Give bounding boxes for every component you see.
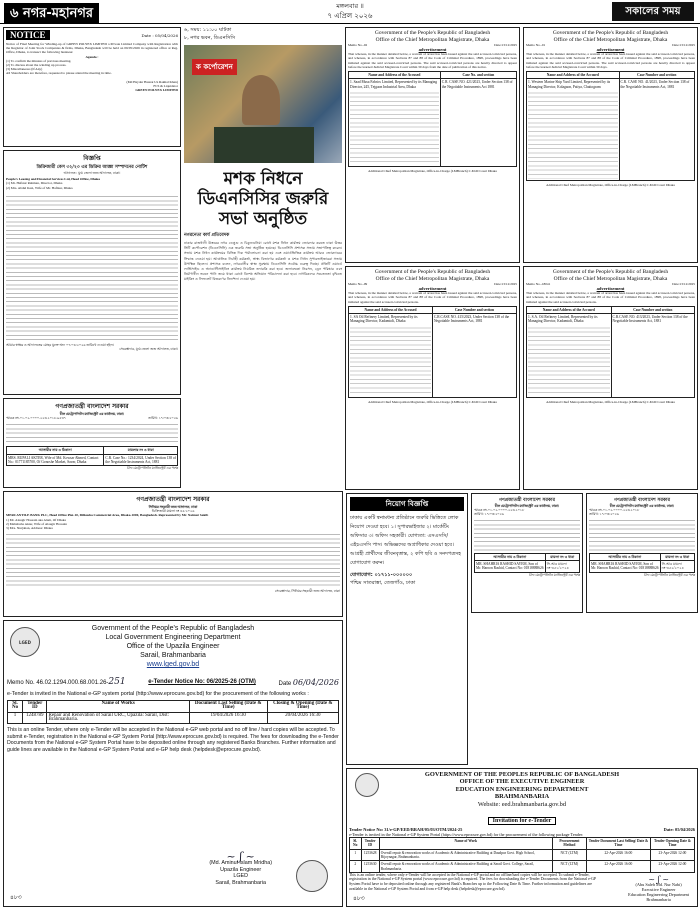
photo-caption: ৮, নগর ভবন, ডিএনসিসি [184,35,236,41]
signature-line: Additional Chief Metropolitan Magistrate, Office-in-Charge (I.MBranch) C.M.M Court Dhaka [368,168,497,173]
government-seal [355,773,379,797]
office-stamp [296,860,328,892]
eed-tender [346,768,698,907]
defendant: (1) Mr. Hafizur Rahman, Director, Dhaka [6,181,63,186]
dept-name: EDUCATION ENGINEERING DEPARTMENT [455,785,589,793]
table-header: মামলা নং ও ধারা [660,553,694,560]
table-cell: সি.আর মামলা নং-৩৫২/২০২৪ [660,560,694,572]
table-cell: C.R. CASE NO. 421/2023, Under Section 138 of the Negotiable Instruments Act 1881 [440,79,516,167]
gov-title: Government of the People's Republic of Bangladesh [374,30,491,36]
recruitment-ad [346,493,468,765]
accused-table [526,306,695,398]
office-name: চীফ মেট্রোপলিটন ম্যাজিস্ট্রেট এর কার্যালয়, ঢাকা। [494,504,560,508]
table-cell: Overall repair & renovation works of Academic & Administrative Building at Sarail Govt. College, Sarail, Brahmanbaria. [379,861,552,873]
winding-up-notice [3,27,181,147]
defendant: 3) Mrs. Nurjahan, Address: Dhaka [6,526,53,531]
table-cell: 23-Apr-2026 12:00 [650,861,694,873]
tender-intro: e-Tender is invited in the National e-GP system portal (http://www.eprocure.gov.bd) for the procurement of the following works : [7,691,309,697]
table-cell: 19/04/2026 16:30 [189,712,267,724]
recruitment-contact: যোগাযোগ: ০১৭১১-০০০০০০ [350,572,413,578]
gov-title: গণপ্রজাতন্ত্রী বাংলাদেশ সরকার [55,403,129,410]
signature-scribble: ~ ʃ ~ [648,875,669,884]
table-cell: 1. SA Oil Refinery Limited, Represented by its Managing Director, Kadamtoli, Dhaka [349,314,433,398]
table-header: Name and Address of the Accused [349,306,433,313]
memo-number: Memo No.-18041 [526,282,551,286]
company-name: GREEN POLYEX LIMITED [135,88,178,93]
signature-line: Additional Chief Metropolitan Magistrate, Office-in-Charge (I.MBranch) C.M.M Court Dhaka [368,399,497,404]
office-name: Office of the Chief Metropolitan Magistrate, Dhaka [375,275,490,282]
table-row [350,849,695,861]
table-cell: NCT (LTM) [552,861,586,873]
table-row [350,861,695,873]
accused-table [526,71,695,181]
table-cell: C.R. Case No.: 1234/2024, Under Section 138 of the Negotiable Instruments Act, 1881 [105,455,176,464]
table-header: Document Last Selling (Date & Time) [189,701,267,713]
tender-table [7,700,339,724]
table-header: Tender Document Last Selling/ Date & Time [586,838,650,850]
signer-dept: LGED [233,873,249,879]
memo-number: স্মারক নং-০১.০২.০০০০.২২৩.২০১৮ [589,508,640,513]
table-header: Name and Address of the Accused [527,72,620,79]
table-cell: 1 [8,712,23,724]
photo-banner: ক কর্পোরেশন [192,59,237,75]
decree-title: বিজ্ঞপ্তি [83,155,101,162]
masthead [0,0,700,24]
decree-footer: আমার স্বাক্ষর ও আদালতের মোহর যুক্তে অদ্য ০৭/০৪/২০২৬ তারিখে দেওয়া হইল। [6,342,114,347]
table-cell: 22-Apr-2026 16:00 [586,849,650,861]
agenda-item: (3) Miscellaneous (If Any) [6,67,43,72]
table-header: Tender Opening Date & Time [650,838,694,850]
headline: মশক নিধনে [223,169,303,189]
signer-name: (Md. Aminul Islam Mridha) [209,860,272,866]
office-name: চীফ মেট্রোপলিটন ম্যাজিস্ট্রেট এর কার্যালয়, ঢাকা। [609,504,675,508]
signature-line: চীফ মেট্রোপলিটন ম্যাজিস্ট্রেট এর পক্ষে [644,572,695,577]
cmm-ad-3 [345,266,520,490]
weekday: মঙ্গলবার ॥ [336,2,364,10]
table-cell: 1253628 [361,849,379,861]
advertisement-label: advertisement [418,47,447,53]
table-cell: 1248789 [23,712,47,724]
gov-title: গণপ্রজাতন্ত্রী বাংলাদেশ সরকার [498,498,556,503]
table-header: আসামীর নাম ও ঠিকানা [590,553,661,560]
table-header: মামলা নং ও ধারা [545,553,579,560]
article-body: ঢাকার রাজধানী উত্তরের নগর ডেঙ্গু ও চিকুনগুনিয়া রোধে মশক নিধন কার্যক্রম জোরদার করতে ঢাকা উত্তর সিটি কর্পোরেশন (ডিএনসিসি) এক জরুরি সভা অনুষ্ঠিত হয়েছে। ডিএনসিসি প্রশাসক সভায় সভাপতিত্ব করেন। সভায় মশক নিধন কার্যক্রমের বিভিন্ন দিক পর্যালোচনা করা হয় এবং ওয়ার্ডভিত্তিক কার্যক্রম আরও জোরদারের সিদ্ধান্ত নেওয়া হয়। আঞ্চলিক নির্বাহী কর্মকর্তা, স্বাস্থ্য বিভাগের কর্মকর্তা ও মশক নিধন সুপারভাইজাররা সভায় উপস্থিত ছিলেন। প্রশাসক বলেন, নগরবাসীর স্বাস্থ্য সুরক্ষায় ডিএনসিসি সর্বোচ্চ গুরুত্ব দিচ্ছে। প্রতিটি ওয়ার্ডে লার্ভিসাইড ও অ্যাডাল্টিসাইডিং কার্যক্রম নিয়মিত তদারকি করা হবে। জলাবদ্ধতা নিরসন, ড্রেন পরিষ্কার এবং নির্মাণাধীন ভবনে পানি জমে থাকা রোধে বিশেষ অভিযান পরিচালনা করা হবে। নাগরিকদের সচেতনতা বৃদ্ধিতে মাইকিং ও লিফলেট বিতরণের নির্দেশনা দেওয়া হয়। [184,241,342,282]
cmm-bangla-2 [586,493,698,613]
cmm-ad-1 [345,27,520,263]
gov-title: গণপ্রজাতন্ত্রী বাংলাদেশ সরকার [136,496,210,503]
person-figure [242,75,280,125]
signature-line: Additional Chief Metropolitan Magistrate, Office-in-Charge (I.MBranch) C.M.M Court Dhaka [546,182,675,187]
memo-number: Memo No.-01 [526,43,546,47]
table-header: Sl. No [350,838,362,850]
lged-signature-block [209,849,272,887]
website-link[interactable]: www.lged.gov.bd [146,661,200,668]
memo-date: Date:13/12/2025 [672,43,695,47]
recruitment-address: পশ্চিম সাতরাস্তা, তেজগাঁও, ঢাকা [350,580,416,586]
notice-body-lines [6,531,340,589]
memo-date: Date:13/12/2025 [494,43,517,47]
memo-date: Date:13/12/2025 [494,282,517,286]
ad-body: That whereas, in the manner detailed below, a warrant of arrest has been issued against the said accused-convicted persons, and whereas, in accordance with Sections 87 and 88 of the Code of Criminal Procedure, 1898, proceedings have been initiated against the said accused-convicted persons. The said accused-convicted persons are hereby directed to appear before the learned Judicial Magistrate Court within 30 days. [526,52,695,69]
recruitment-title: নিয়োগ বিজ্ঞপ্তি [350,497,464,511]
recruitment-body: ঢাকায় একটি স্বনামধন্য প্রতিষ্ঠানে জরুরি ভিত্তিতে লোক নিয়োগ দেওয়া হবে। ১। সুপারভাইজার ২। মার্কেটিং অফিসার ৩। অফিস সহকারী। যোগ্যতা: এসএসসি/এইচএসসি পাস। অভিজ্ঞদের অগ্রাধিকার দেওয়া হবে। আগ্রহী প্রার্থীদের জীবনবৃত্তান্ত, ২ কপি ছবি ও সনদপত্রসহ যোগাযোগ করুন। [350,515,461,566]
notice-body: Notice of Final Meeting for Winding-up of GREEN POLYEX LIMITED a Private Limited Company with Registration with the Registrar of Joint Stock Companies & firms, Dhaka, Bangladesh will be held on 06/05/2026 in registered office at Reg. Office, Dhaka, to transact the following business: [6,42,178,55]
table-cell: 1 [350,849,362,861]
news-article [184,27,342,489]
agenda-item: (2) To discuss about the winding up process. [6,63,67,68]
memo-date: Date:13/12/2025 [672,282,695,286]
signer-dept: Education Engineering Department [628,892,689,897]
ad-code: ৪৮৩ [10,895,22,901]
defendant: 1) Mr. Alaugir Hossain aka Alam, Of Dhaka [6,517,66,522]
table-cell: MR. SHAHRIA RASHID SAYEM, Son of Mr. Haroon Rashid, Contact No: 01818888626 [591,561,659,571]
signature-line: সেরেস্তাদার, সিনিয়র সহকারী জজ আদালত, ঢাকা [274,589,340,594]
memo-number: স্মারক নং-০১.০২.০০০০.২২৩.২০১৮.৯৫৩৭ [6,416,66,421]
office-name: Office of the Chief Metropolitan Magistrate, Dhaka [553,36,668,43]
table-header: Name and Address of the Accused [527,306,612,313]
dept-name: Local Government Engineering Department [105,634,241,641]
memo-number: স্মারক নং-০১.০২.০০০০.২২৩.২০১৮ [474,508,525,513]
table-header: Closing & Opening (Date & Time) [267,701,338,713]
notice-body-lines [589,517,695,553]
court-name: আদালত : যুগ্ম জেলা জজ আদালত, ঢাকা। [63,171,121,175]
news-photo [184,45,342,163]
signer-name: (Abu Saleh Md. Nur Nabi) [635,882,682,887]
signer-name: (Md Haydar Hasnat Uz Rakhal Khan) [126,79,178,84]
table-header: আসামীর নাম ও ঠিকানা [475,553,546,560]
page-number: ৬ [10,6,19,21]
table-cell: 2 [350,861,362,873]
notice-closing: All Shareholders are therefore, requested to please attend the meeting in time. [6,71,112,76]
agenda-title: Agenda : [85,54,99,59]
ad-body: That whereas, in the manner detailed below, a warrant of arrest has been issued against the said accused-convicted persons, and whereas, in accordance with Sections 87 and 88 of the Code of Criminal Procedure, 1898, proceedings have been initiated against the said accused-convicted persons. [526,291,695,304]
signer-place: Sarail, Brahmanbaria [215,879,267,886]
headline: ডিএনসিসির জরুরি [197,189,329,209]
gov-title: গণপ্রজাতন্ত্রী বাংলাদেশ সরকার [613,498,671,503]
table-header: Name of Work [379,838,552,850]
memo-number: Memo No.-09 [348,282,368,286]
memo-date: তারিখ: ১৭/০৩/২০২৬ [474,512,504,517]
table-header: মামলার নং ও ধারা [104,447,178,454]
table-header: আসামীর নাম ও ঠিকানা [7,447,104,454]
table-cell: C.R.CASE NO. 413/2023, Under Section 138 of the Negotiable Instruments Act, 1881 [611,314,694,398]
table-cell: C.R.CASE NO. 415/2023, Under Section 138 of the Negotiable Instruments Act, 1881 [432,314,516,398]
table-cell: 1253630 [361,861,379,873]
ad-body: That whereas, in the manner detailed below, a warrant of arrest has been issued against the said accused-convicted persons, and whereas, in accordance with Sections 87 and 88 of the Code of Criminal Procedure, 1898, proceedings have been initiated against the said accused-convicted persons. The said accused-convicted persons are hereby directed to appear before the learned Judicial Magistrate Court within 30 days from the date of publication of this notice. [348,52,517,69]
table-cell: Overall repair & renovation works of Academic & Administrative Building at Daudpur Govt. High School, Bijoynagar, Brahmanbaria. [379,849,552,861]
office-name: Office of the Chief Metropolitan Magistrate, Dhaka [375,36,490,43]
defendant: (2) Mrs. Abdul Kasi, Wife of Mr. Hafizur, Dhaka [6,185,73,190]
table-header: Sl. No [8,701,23,713]
table-cell: MRS. RUPALI AKTER, Wife of Md. Kowsar Ahmed, Contact No.: 01771185700, Of Gonoshe Market, Savar, Dhaka [7,454,104,466]
headline: সভা অনুষ্ঠিত [218,209,308,229]
notice-body-lines [6,421,178,445]
accused-table [474,553,580,573]
signature-line: চীফ মেট্রোপলিটন ম্যাজিস্ট্রেট এর পক্ষে [127,466,178,471]
signer-role: Executive Engineer [641,887,676,892]
advertisement-label: advertisement [596,286,625,292]
table-cell: Repair and Renovation of Sarail URC, Upazila: Sarail, Dist: Brahmanbaria. [47,712,189,724]
table-header: Name and Address of the Accused [349,72,441,79]
signature-line: চীফ মেট্রোপলিটন ম্যাজিস্ট্রেট এর পক্ষে [529,572,580,577]
memo-number: Memo No.-02 [348,43,368,47]
office-name: চীফ মেট্রোপলিটন ম্যাজিস্ট্রেট এর কার্যালয়, ঢাকা। [59,412,125,416]
page-number-badge [4,3,99,24]
lged-tender [3,620,343,907]
plaintiff: People's Leasing and Financial Services Ltd, Head Office, Dhaka [6,177,100,182]
table-cell: C.R. CASE NO. 41/2023, Under Section 138 of the Negotiable Instruments Act, 1881 [619,79,694,181]
table-cell: সি.আর মামলা নং-৩৫১/২০২৪ [545,560,579,572]
memo-date: তারিখ: ১৭/০৩/২০২৬ [589,512,619,517]
tender-footer: This is an online Tender, where only e-Tender will be accepted in the National e-GP web portal and no off line / hard copies will be accepted. To submit e-Tender, registration in the National e-GP System Portal (http://www.eprocure.gov.bd) is required. The fees for downloading the e-Tender Documents from the National e-GP System Portal have to be deposited online through any registered Banks Branches. Further information and guide lines are available in the National e-GP System Portal and e-GP help desk (helpdesk@eprocure.gov.bd). [7,727,339,753]
signer-place: Brahmanbaria [646,897,671,902]
table-header: Procurement Method [552,838,586,850]
table-cell: 1. Saad Musa Fabrics Limited, Represented by its Managing Director, 245, Tejgaon Industrial Area, Dhaka [349,79,441,167]
issue-date [300,1,400,21]
section-title: নগর-মহানগর [22,6,94,21]
office-place: BRAHMANBARIA [494,793,550,801]
decree-notice [3,150,181,395]
accused-table [589,553,695,573]
accused-table [348,71,517,167]
table-cell: NCT (LTM) [552,849,586,861]
cmm-notice-left [3,398,181,488]
memo-date: তারিখ: ১৭/০৩/২০২৬ [148,416,178,421]
notice-title: NOTICE [6,30,50,40]
office-name: সিনিয়র সহকারী জজ আদালত, ঢাকা [148,505,198,509]
decree-subtitle: ডিক্রিজারী কেস ৩২/২৩ এর ডিক্রির আজ্ঞা সম্পাদনের নোটিশ [36,165,148,170]
agenda-item: (1) To confirm the minutes of previous meeting. [6,58,72,63]
signature-line: Additional Chief Metropolitan Magistrate, Office-in-Charge (I.MBranch) C.M.M Court Dhaka [546,399,675,404]
table-header: Case Number and section [432,306,516,313]
photo-caption: ৬, সময়: ১১:০০ ঘটিকা [184,27,232,33]
lged-logo: LGED [10,627,40,657]
signature-scribble: ~ ʃ ~ [226,849,255,863]
tender-notice-no: e-Tender Notice No: 06/2025-26 (OTM) [148,679,256,685]
tender-table [349,837,695,873]
gov-title: Government of the People's Republic of Bangladesh [552,269,669,275]
office-name: OFFICE OF THE EXECUTIVE ENGINEER [459,778,585,786]
table-header: Tender ID [23,701,47,713]
table-cell: 23-Apr-2026 12:00 [650,849,694,861]
advertisement-label: advertisement [596,47,625,53]
memo-number: Memo No. 46.02.1294.000.68.001.26-251 [7,677,126,687]
tender-date: Date: 05/04/2026 [663,827,695,833]
ad-body: That whereas, in the manner detailed below, a warrant of arrest has been issued against the said accused-convicted persons, and whereas, in accordance with Sections 87 and 88 of the Code of Criminal Procedure, 1898, proceedings have been initiated against the said accused-convicted persons. [348,291,517,304]
case-subtitle: ডিক্রিজারী মামলা নং ৪৫/২০২৬ [151,509,195,514]
mercantile-notice [3,491,343,617]
decree-body [6,193,178,343]
signer-role: FCS & Liquidator [153,83,178,88]
accused-table [6,446,178,466]
cmm-bangla-1 [471,493,583,613]
advertisement-label: advertisement [418,286,447,292]
table-cell: 20/04/2026 16:30 [267,712,338,724]
tender-notice-no: Tender Notice No: 31/e-GP/EED/BRAH/05/03/OTM/2024-25 [349,827,463,833]
website[interactable]: Website: eed.brahmanbaria.gov.bd [477,800,567,808]
decree-signature: সেরেস্তাদার, যুগ্ম জেলা জজ আদালত, ঢাকা। [119,347,178,352]
table-header: Case Number and section [611,306,694,313]
office-name: Office of the Upazila Engineer [126,643,220,650]
tender-intro: e-Tender is invited in the National e-GP System Portal (https://www.eprocure.gov.bd) for the procurement of the following package Tender: [349,832,584,838]
ad-code: ৪৮৩ [353,896,365,902]
plaintiff: MERCANTILE BANK PLC, Head Office Plot-10, Dilkusha Commercial Area, Dhaka-1000, Bangladesh. Represented by Mr. Naimur Sakib [6,513,209,518]
table-cell: MR. SHAHRIA RASHID SAYEM, Son of Mr. Haroon Rashid, Contact No: 01818888626 [476,561,544,571]
table-cell: 22-Apr-2026 16:00 [586,861,650,873]
table-cell: 1. Western Marine Ship Yard Limited, Represented by its Managing Director, Kolagaon, Patiya, Chattogram [527,79,620,181]
cmm-ad-4 [523,266,698,490]
gov-title: Government of the People's Republic of Bangladesh [374,269,491,275]
date-text: ৭ এপ্রিল ২০২৬ [327,12,373,20]
office-name: Office of the Chief Metropolitan Magistrate, Dhaka [553,275,668,282]
table-header: Tender ID [361,838,379,850]
office-place: Sarail, Brahmanbaria [140,652,206,659]
defendant: 2) Mahabuba Akter, Wife of Alaugir Hossain [6,521,67,526]
table-header: Name of Works [47,701,189,713]
tender-footer: This is an online tender, where only e-Tender will be accepted in the National e-GP portal and no offline/hard copies will be accepted. To submit e-Tender, registration in the National e-GP System portal (www.eprocure.gov.bd) is required. The fees for downloading the e-Tender Documents from the National e-GP System Portal have to be deposited online through any registered Bank's Branches up to the Following Date & Time. Further information and guidelines are available in the National e-GP System Portal and from e-GP help desk (helpdesk@eprocure.gov.bd). [349,872,596,891]
cmm-ad-2 [523,27,698,263]
notice-date: Date : 05/04/2026 [141,32,178,38]
eed-signature-block [628,877,689,902]
accused-table [348,306,517,398]
invitation-title: Invitation for e-Tender [488,817,557,825]
newspaper-logo: সকালের সময় [612,2,694,21]
byline: নগরনেতা কার্য প্রতিবেদক [184,233,230,238]
signer-role: Upazila Engineer [220,866,262,873]
table-cell: 1. S.A. Oil Refinery Limited, Represented by its Managing Director, Kadamtoli, Dhaka [527,314,612,398]
notice-body-lines [474,517,580,553]
table-header: Case Number and section [619,72,694,79]
gov-title: Government of the People's Republic of Bangladesh [552,30,669,36]
gov-title: Government of the People's Republic of Bangladesh [91,625,255,632]
person-figure [214,127,314,163]
table-header: Case No. and section [440,72,516,79]
gov-title: GOVERNMENT OF THE PEOPLES REPUBLIC OF BANGLADESH [424,771,620,778]
tender-date: Date 06/04/2026 [278,677,339,687]
